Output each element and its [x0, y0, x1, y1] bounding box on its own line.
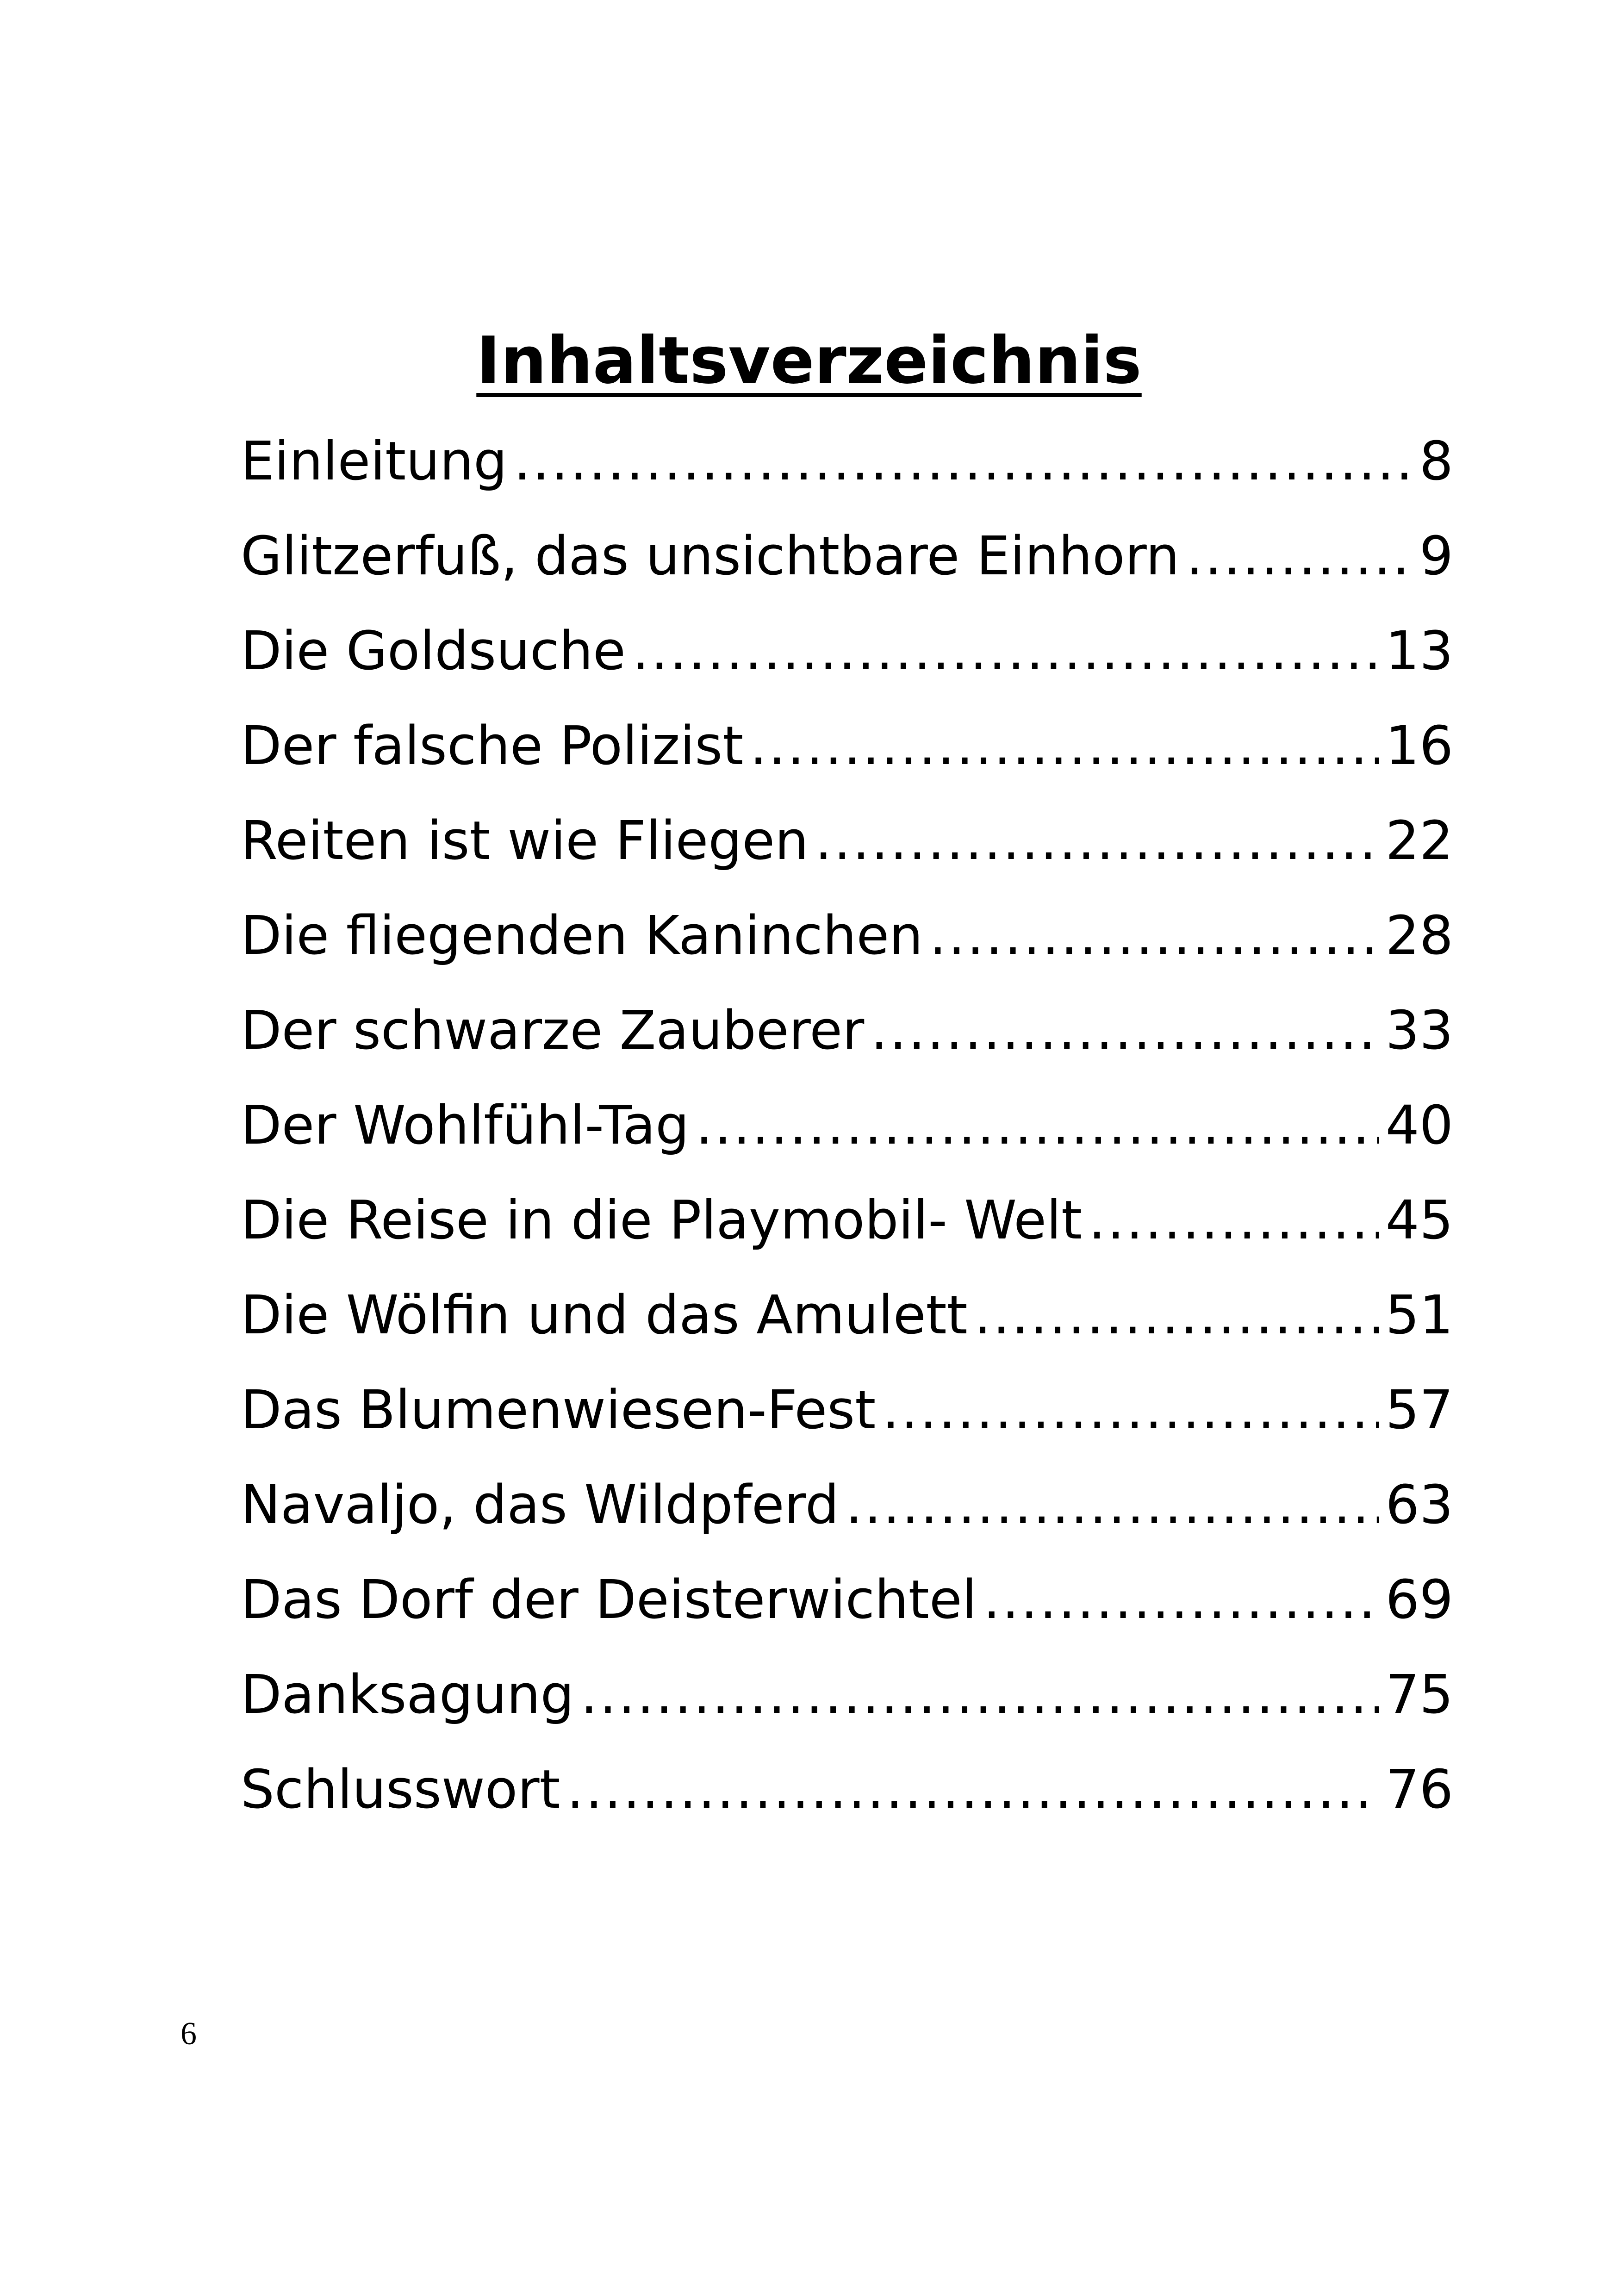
toc-entry-page: 8: [1419, 430, 1453, 492]
toc-entry-label: Navaljo, das Wildpferd: [241, 1474, 839, 1536]
toc-entry: [241, 414, 1453, 509]
toc-entry-page: 40: [1385, 1095, 1453, 1157]
toc-entry-page: 51: [1385, 1284, 1453, 1346]
toc-entry: [241, 699, 1453, 794]
toc-dot-leader: [983, 1553, 1379, 1648]
toc-dot-leader: [1089, 1173, 1379, 1268]
toc-entry-label: Das Dorf der Deisterwichtel: [241, 1569, 977, 1631]
toc-dot-leader: [815, 794, 1379, 889]
toc-entry-label: Der schwarze Zauberer: [241, 1000, 865, 1062]
toc-entry-page: 45: [1385, 1189, 1453, 1251]
toc-list: [241, 414, 1453, 1837]
toc-entry: [241, 1648, 1453, 1742]
toc-dot-leader: [632, 604, 1379, 699]
toc-entry-label: Glitzerfuß, das unsichtbare Einhorn: [241, 525, 1180, 587]
toc-entry-label: Einleitung: [241, 430, 508, 492]
toc-dot-leader: [871, 983, 1379, 1078]
toc-entry-page: 33: [1385, 1000, 1453, 1062]
toc-entry-label: Schlusswort: [241, 1759, 560, 1821]
toc-entry-page: 75: [1385, 1664, 1453, 1726]
toc-entry-label: Die fliegenden Kaninchen: [241, 905, 923, 967]
toc-entry: [241, 604, 1453, 699]
toc-entry-label: Danksagung: [241, 1664, 574, 1726]
toc-entry: [241, 1458, 1453, 1553]
toc-entry-label: Das Blumenwiesen-Fest: [241, 1379, 876, 1441]
toc-entry: [241, 1173, 1453, 1268]
toc-entry-label: Reiten ist wie Fliegen: [241, 810, 809, 872]
toc-entry: [241, 1078, 1453, 1173]
toc-entry-page: 76: [1385, 1759, 1453, 1821]
toc-dot-leader: [581, 1648, 1379, 1742]
toc-title-text: Inhaltsverzeichnis: [476, 323, 1142, 398]
toc-entry: [241, 509, 1453, 604]
toc-entry-page: 28: [1385, 905, 1453, 967]
toc-entry: [241, 1363, 1453, 1458]
toc-dot-leader: [882, 1363, 1379, 1458]
toc-entry-page: 57: [1385, 1379, 1453, 1441]
toc-entry-label: Die Wölfin und das Amulett: [241, 1284, 968, 1346]
toc-dot-leader: [929, 889, 1379, 983]
toc-entry-page: 69: [1385, 1569, 1453, 1631]
toc-entry-label: Der falsche Polizist: [241, 715, 744, 777]
toc-entry-page: 16: [1385, 715, 1453, 777]
toc-dot-leader: [846, 1458, 1379, 1553]
toc-entry-page: 22: [1385, 810, 1453, 872]
page-number: 6: [180, 2016, 197, 2052]
toc-entry-label: Der Wohlfühl-Tag: [241, 1095, 690, 1157]
toc-entry: [241, 1742, 1453, 1837]
toc-entry-page: 13: [1385, 620, 1453, 682]
toc-dot-leader: [974, 1268, 1379, 1363]
toc-entry: [241, 983, 1453, 1078]
toc-entry-page: 63: [1385, 1474, 1453, 1536]
toc-dot-leader: [1186, 509, 1413, 604]
toc-entry: [241, 1553, 1453, 1648]
toc-entry: [241, 794, 1453, 889]
toc-entry-page: 9: [1419, 525, 1453, 587]
toc-dot-leader: [696, 1078, 1379, 1173]
toc-entry-label: Die Goldsuche: [241, 620, 626, 682]
toc-title: [0, 319, 1618, 403]
toc-entry-label: Die Reise in die Playmobil- Welt: [241, 1189, 1083, 1251]
toc-dot-leader: [750, 699, 1379, 794]
toc-dot-leader: [514, 414, 1413, 509]
toc-entry: [241, 1268, 1453, 1363]
toc-entry: [241, 889, 1453, 983]
toc-dot-leader: [567, 1742, 1379, 1837]
